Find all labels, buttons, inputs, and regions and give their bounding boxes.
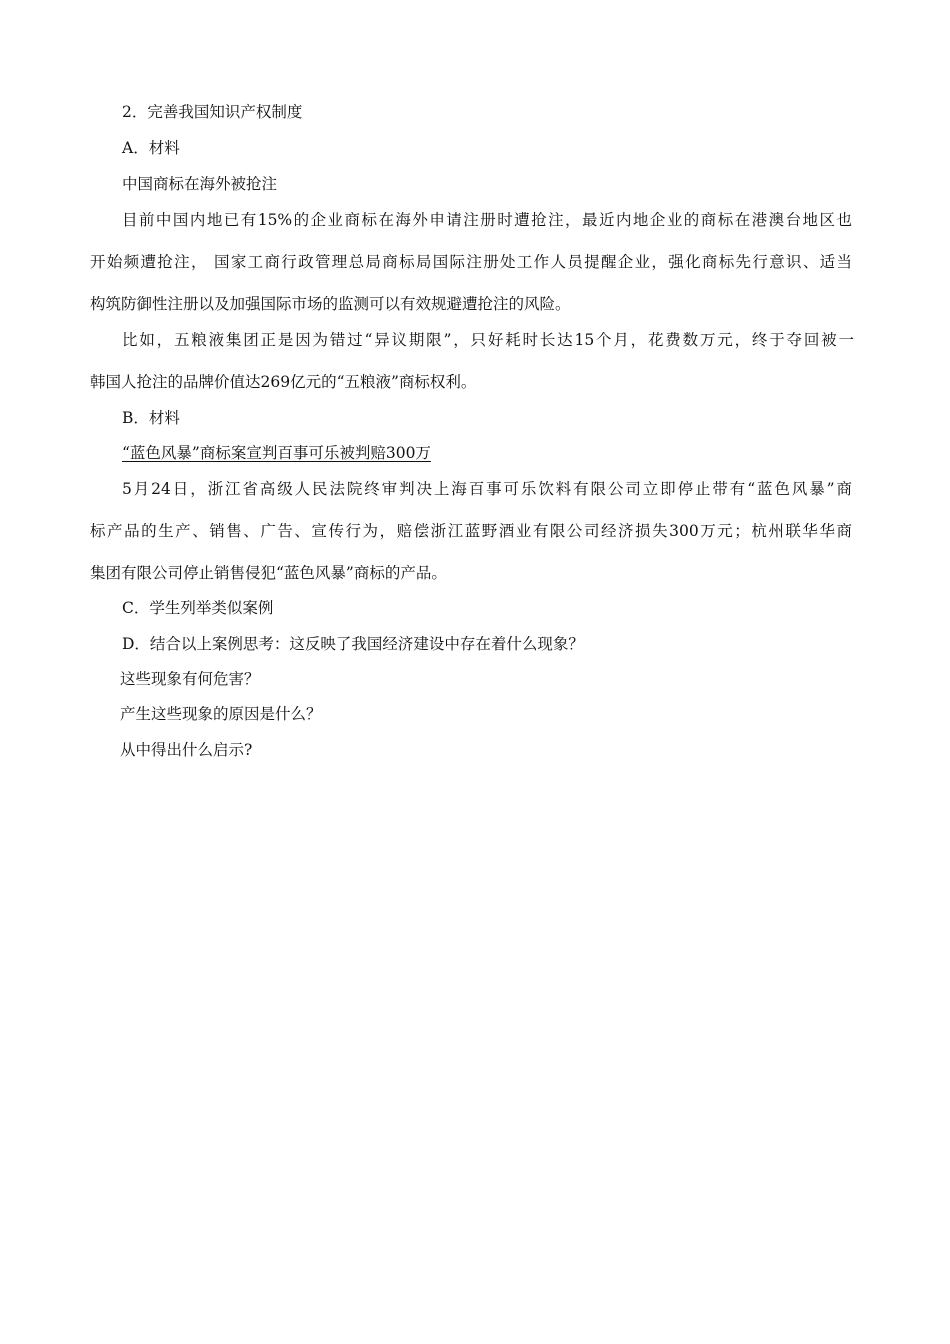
section-a-para2-line1: 比如，五粮液集团正是因为错过“异议期限”，只好耗时长达15个月，花费数万元，终于夺回被一 xyxy=(122,331,854,349)
section-b-para1-line1: 5月24日，浙江省高级人民法院终审判决上海百事可乐饮料有限公司立即停止带有“蓝色风暴”商 xyxy=(122,480,852,498)
section-d-question-1: 这些现象有何危害？ xyxy=(120,670,260,688)
section-b-label: B．材料 xyxy=(122,409,180,427)
section-b-para1-line2: 标产品的生产、销售、广告、宣传行为，赔偿浙江蓝野酒业有限公司经济损失300万元；杭州联华华商 xyxy=(90,522,852,540)
section-c-label: C．学生列举类似案例 xyxy=(122,599,274,617)
section-b-title: “蓝色风暴”商标案宣判百事可乐被判赔300万 xyxy=(122,444,431,462)
section-d-label: D．结合以上案例思考：这反映了我国经济建设中存在着什么现象？ xyxy=(122,635,584,653)
section-a-para2-line2: 韩国人抢注的品牌价值达269亿元的“五粮液”商标权利。 xyxy=(90,373,477,391)
section-heading: 2．完善我国知识产权制度 xyxy=(122,103,303,121)
section-a-para1-line1: 目前中国内地已有15%的企业商标在海外申请注册时遭抢注，最近内地企业的商标在港澳台地区也 xyxy=(122,211,852,229)
section-d-question-3: 从中得出什么启示? xyxy=(120,741,253,759)
section-a-para1-line2: 开始频遭抢注， 国家工商行政管理总局商标局国际注册处工作人员提醒企业，强化商标先行意识、适当 xyxy=(90,253,852,271)
section-d-question-2: 产生这些现象的原因是什么？ xyxy=(120,705,322,723)
section-a-title: 中国商标在海外被抢注 xyxy=(122,175,278,193)
section-a-para1-line3: 构筑防御性注册以及加强国际市场的监测可以有效规避遭抢注的风险。 xyxy=(90,295,571,313)
section-a-label: A．材料 xyxy=(122,139,180,157)
section-b-para1-line3: 集团有限公司停止销售侵犯“蓝色风暴”商标的产品。 xyxy=(90,564,447,582)
